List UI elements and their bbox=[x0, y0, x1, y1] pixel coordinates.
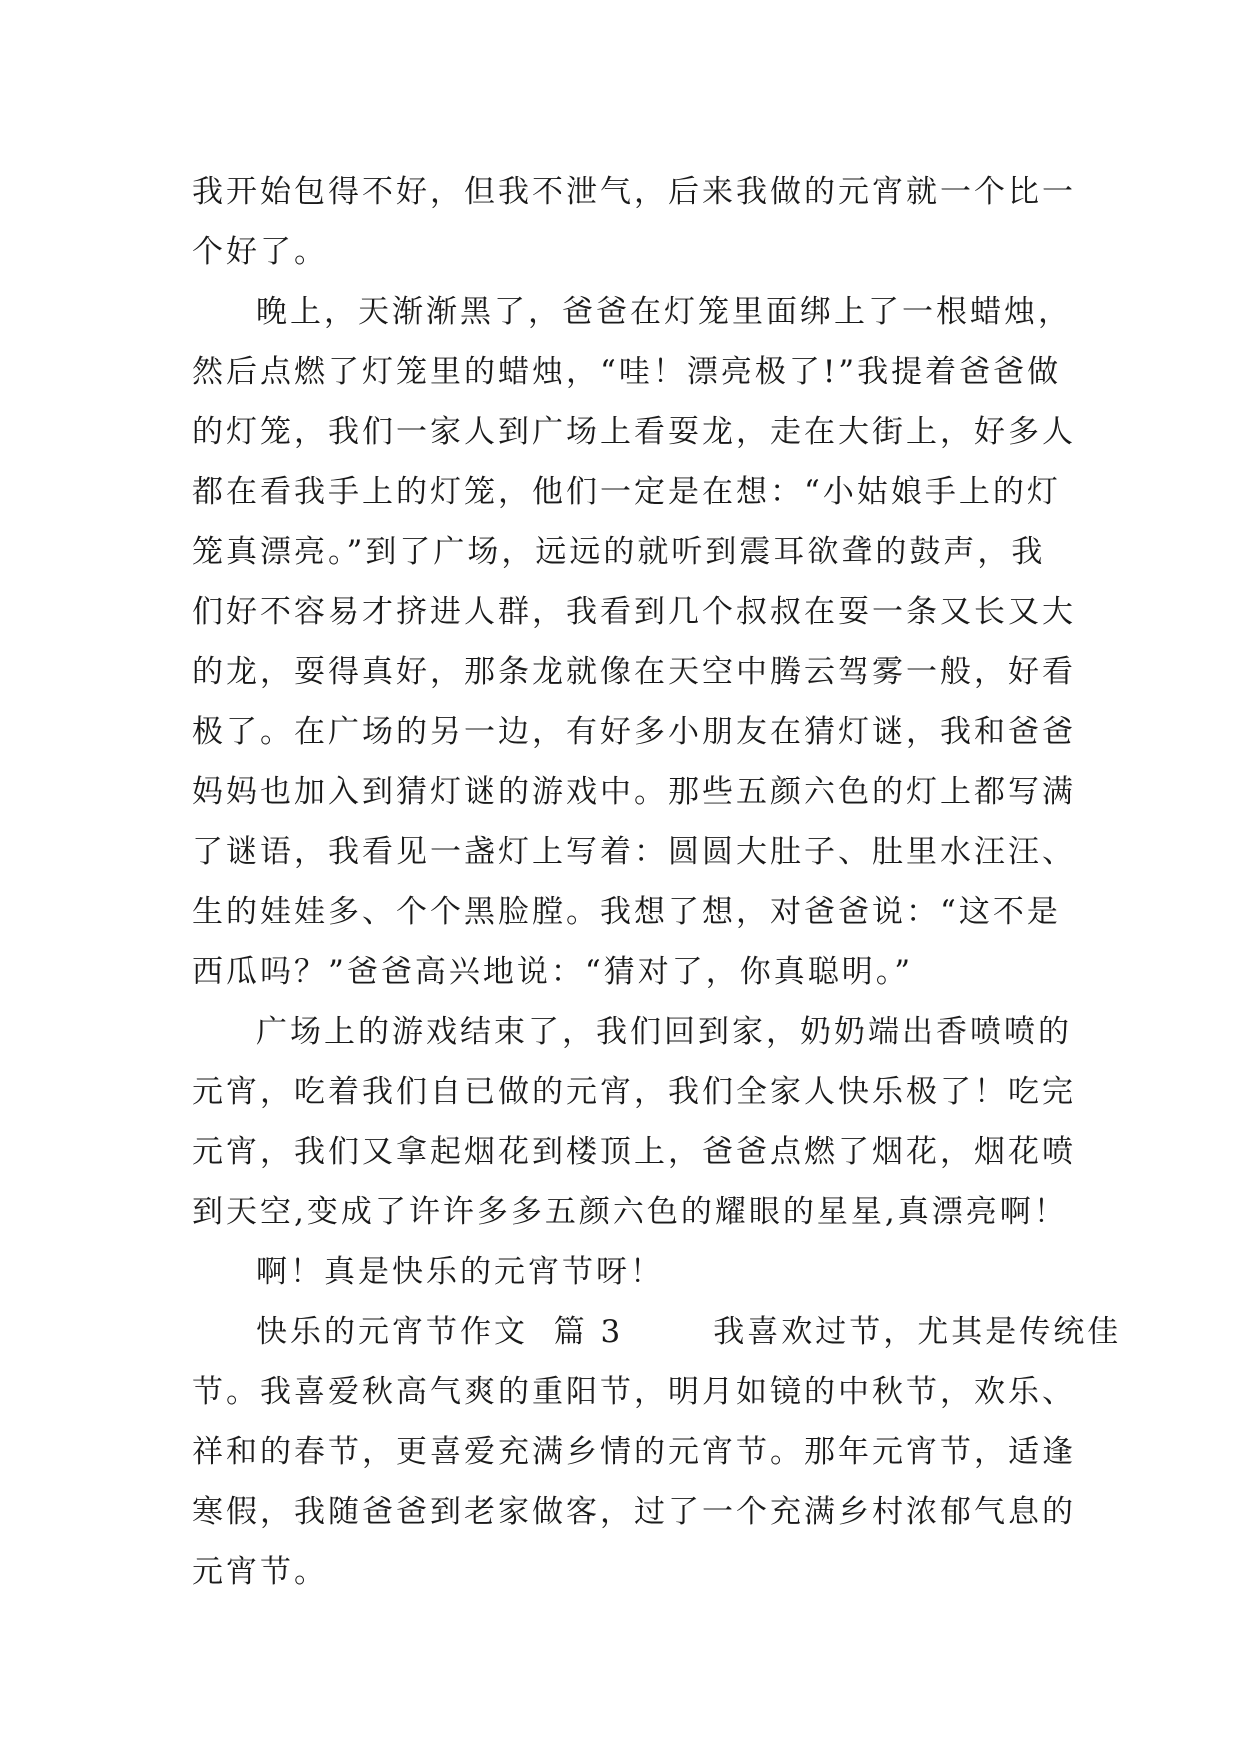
section-heading-line: 快乐的元宵节作文 篇 3 我喜欢过节，尤其是传统佳 bbox=[256, 1314, 1122, 1350]
text-line: 们好不容易才挤进人群，我看到几个叔叔在耍一条又长又大 bbox=[192, 594, 1076, 630]
text-line: 的龙，耍得真好，那条龙就像在天空中腾云驾雾一般，好看 bbox=[192, 654, 1076, 690]
text-line: 笼真漂亮。”到了广场，远远的就听到震耳欲聋的鼓声，我 bbox=[192, 534, 1046, 570]
text-line: 极了。在广场的另一边，有好多小朋友在猜灯谜，我和爸爸 bbox=[192, 714, 1076, 750]
text-line: 妈妈也加入到猜灯谜的游戏中。那些五颜六色的灯上都写满 bbox=[192, 774, 1076, 810]
text-line: 然后点燃了灯笼里的蜡烛，“哇！漂亮极了!”我提着爸爸做 bbox=[192, 354, 1062, 390]
text-line: 我开始包得不好，但我不泄气，后来我做的元宵就一个比一 bbox=[192, 174, 1076, 210]
paragraph-start-line: 晚上，天渐渐黑了，爸爸在灯笼里面绑上了一根蜡烛， bbox=[256, 294, 1072, 330]
text-line: 节。我喜爱秋高气爽的重阳节，明月如镜的中秋节，欢乐、 bbox=[192, 1374, 1076, 1410]
text-line: 西瓜吗？”爸爸高兴地说：“猜对了，你真聪明。” bbox=[192, 954, 914, 990]
text-line: 了谜语，我看见一盏灯上写着：圆圆大肚子、肚里水汪汪、 bbox=[192, 834, 1076, 870]
text-line: 元宵，我们又拿起烟花到楼顶上，爸爸点燃了烟花，烟花喷 bbox=[192, 1134, 1076, 1170]
text-line: 寒假，我随爸爸到老家做客，过了一个充满乡村浓郁气息的 bbox=[192, 1494, 1076, 1530]
text-line: 元宵，吃着我们自已做的元宵，我们全家人快乐极了！吃完 bbox=[192, 1074, 1076, 1110]
text-line: 到天空,变成了许许多多五颜六色的耀眼的星星,真漂亮啊！ bbox=[192, 1194, 1068, 1230]
body-text bbox=[192, 162, 1122, 1602]
text-line: 都在看我手上的灯笼，他们一定是在想：“小姑娘手上的灯 bbox=[192, 474, 1061, 510]
text-line: 个好了。 bbox=[192, 234, 328, 270]
text-line: 祥和的春节，更喜爱充满乡情的元宵节。那年元宵节，适逢 bbox=[192, 1434, 1076, 1470]
text-line: 生的娃娃多、个个黑脸膛。我想了想，对爸爸说：“这不是 bbox=[192, 894, 1061, 930]
text-line: 元宵节。 bbox=[192, 1554, 328, 1590]
text-line: 的灯笼，我们一家人到广场上看耍龙，走在大街上，好多人 bbox=[192, 414, 1076, 450]
paragraph-start-line: 广场上的游戏结束了，我们回到家，奶奶端出香喷喷的 bbox=[256, 1014, 1072, 1050]
paragraph-start-line: 啊！真是快乐的元宵节呀！ bbox=[256, 1254, 664, 1290]
